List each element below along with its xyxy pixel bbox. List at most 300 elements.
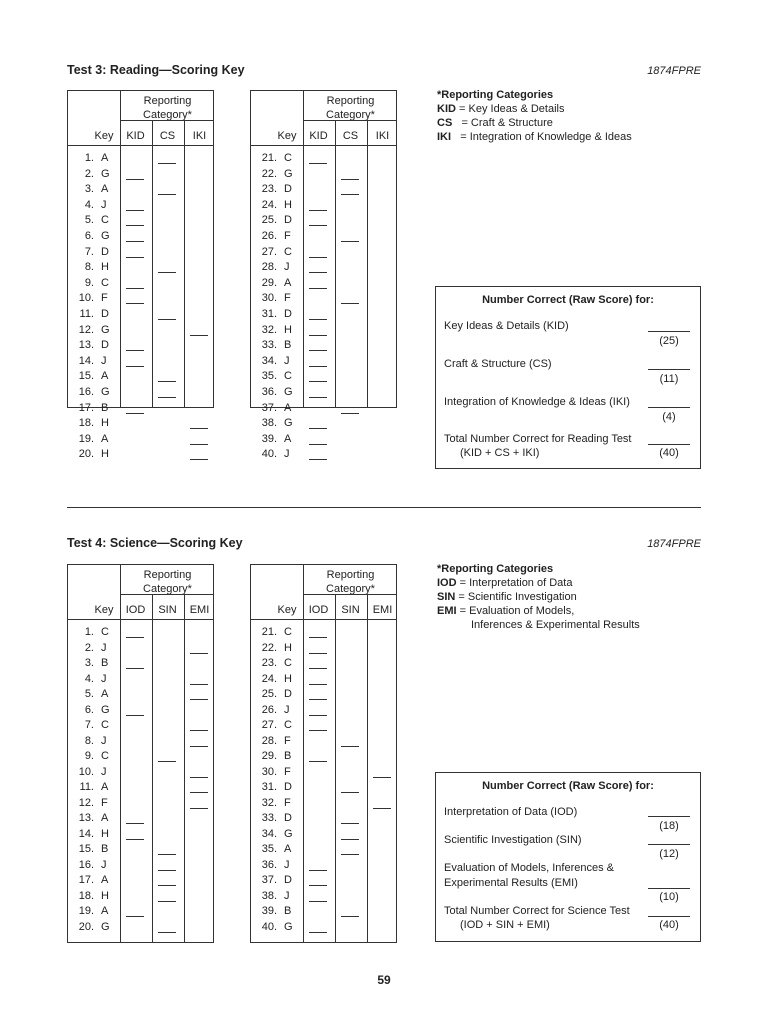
question-number: 7.	[84, 719, 94, 731]
category-blank[interactable]	[126, 905, 144, 917]
answer-key: A	[101, 812, 109, 824]
test4-raw-score-box	[435, 772, 701, 942]
answer-row	[251, 199, 398, 215]
question-number: 32.	[261, 323, 277, 336]
category-blank[interactable]	[126, 657, 144, 669]
category-blank[interactable]	[190, 781, 208, 793]
answer-key: H	[101, 417, 109, 430]
question-number: 19.	[78, 432, 94, 445]
answer-key: J	[284, 354, 290, 367]
question-number: 8.	[84, 734, 94, 747]
answer-row	[68, 828, 215, 844]
question-number: 12.	[78, 796, 94, 809]
answer-key: H	[284, 672, 292, 685]
answer-key: B	[101, 843, 109, 855]
question-number: 33.	[261, 812, 277, 824]
question-number: 39.	[261, 432, 277, 445]
category-blank[interactable]	[341, 735, 359, 747]
answer-row	[68, 152, 215, 168]
question-number: 28.	[261, 734, 277, 747]
question-number: 14.	[78, 827, 94, 840]
answer-key: H	[101, 448, 109, 461]
answer-key: C	[284, 657, 292, 669]
answer-key: H	[284, 323, 292, 336]
score-max: (25)	[659, 335, 679, 347]
score-item-cs: Craft & Structure (CS)	[444, 358, 552, 370]
category-blank[interactable]	[158, 370, 176, 382]
answer-key: H	[101, 889, 109, 902]
question-number: 8.	[84, 261, 94, 274]
header-rule	[303, 594, 396, 595]
answer-row	[251, 797, 398, 813]
legend-title: *Reporting Categories	[437, 89, 554, 101]
category-blank[interactable]	[158, 890, 176, 902]
answer-row	[68, 766, 215, 782]
answer-row	[68, 386, 215, 402]
section-divider	[67, 507, 701, 508]
answer-key: C	[284, 626, 292, 638]
category-blank[interactable]	[158, 152, 176, 164]
category-blank[interactable]	[126, 246, 144, 258]
category-blank[interactable]	[309, 386, 327, 398]
score-max: (40)	[659, 919, 679, 931]
category-blank[interactable]	[341, 292, 359, 304]
answer-key: J	[284, 703, 290, 716]
answer-row	[251, 370, 398, 386]
test4-key-table-1	[67, 564, 214, 943]
answer-key: G	[101, 920, 110, 933]
question-number: 9.	[84, 750, 94, 762]
answer-key: F	[101, 796, 108, 809]
category-blank[interactable]	[158, 874, 176, 886]
category-blank[interactable]	[341, 168, 359, 180]
answer-key: A	[101, 152, 109, 164]
question-number: 35.	[261, 370, 277, 383]
header-rule	[68, 619, 213, 620]
question-number: 18.	[78, 889, 94, 902]
answer-key: D	[284, 874, 292, 886]
question-number: 16.	[78, 386, 94, 398]
answer-key: D	[284, 688, 292, 700]
category-blank[interactable]	[309, 339, 327, 351]
reporting-header-line: Reporting	[143, 95, 192, 107]
answer-row	[251, 704, 398, 720]
category-blank[interactable]	[341, 843, 359, 855]
header-rule	[251, 619, 396, 620]
category-blank[interactable]	[309, 199, 327, 211]
question-number: 11.	[79, 781, 94, 793]
answer-row	[251, 230, 398, 246]
answer-row	[68, 781, 215, 797]
header-rule	[251, 145, 396, 146]
category-blank[interactable]	[309, 673, 327, 685]
category-blank[interactable]	[190, 324, 208, 336]
answer-row	[251, 828, 398, 844]
answer-row	[251, 277, 398, 293]
category-blank[interactable]	[158, 386, 176, 398]
answer-row	[251, 859, 398, 875]
legend-item: IOD = Interpretation of Data	[437, 577, 573, 589]
score-item-sin: Scientific Investigation (SIN)	[444, 834, 582, 846]
category-blank[interactable]	[309, 750, 327, 762]
answer-key: J	[101, 734, 107, 747]
category-blank[interactable]	[190, 673, 208, 685]
score-max: (10)	[659, 891, 679, 903]
answer-row	[251, 355, 398, 371]
category-blank[interactable]	[190, 448, 208, 460]
answer-key: F	[101, 292, 108, 305]
category-blank[interactable]	[158, 183, 176, 195]
category-blank[interactable]	[309, 277, 327, 289]
answer-key: H	[284, 641, 292, 654]
category-blank[interactable]	[309, 874, 327, 886]
score-box-title: Number Correct (Raw Score) for:	[482, 294, 654, 306]
legend-title: *Reporting Categories	[437, 563, 554, 575]
test4-title: Test 4: Science—Scoring Key	[67, 536, 243, 550]
answer-key: H	[101, 261, 109, 274]
question-number: 12.	[78, 323, 94, 336]
score-item-kid: Key Ideas & Details (KID)	[444, 320, 569, 332]
question-number: 36.	[261, 858, 277, 871]
answer-key: J	[101, 641, 107, 654]
question-number: 35.	[261, 843, 277, 855]
answer-row	[68, 214, 215, 230]
answer-row	[251, 339, 398, 355]
question-number: 14.	[78, 354, 94, 367]
score-item-iod: Interpretation of Data (IOD)	[444, 806, 578, 818]
category-column-header-iod: IOD	[125, 604, 146, 616]
reporting-category-header	[120, 565, 215, 594]
category-blank[interactable]	[126, 704, 144, 716]
category-blank[interactable]	[126, 230, 144, 242]
answer-key: J	[101, 858, 107, 871]
score-item-total-formula: (KID + CS + IKI)	[460, 447, 540, 459]
reporting-category-header	[303, 91, 398, 120]
score-blank[interactable]	[648, 432, 690, 445]
answer-key: C	[101, 276, 109, 289]
answer-row	[251, 433, 398, 449]
category-blank[interactable]	[309, 152, 327, 164]
answer-key: D	[284, 812, 292, 824]
category-blank[interactable]	[158, 308, 176, 320]
reporting-header-line: Category*	[143, 109, 192, 121]
answer-row	[251, 812, 398, 828]
score-item-total: Total Number Correct for Science Test	[444, 905, 630, 917]
category-blank[interactable]	[190, 797, 208, 809]
score-max: (12)	[659, 848, 679, 860]
question-number: 33.	[261, 339, 277, 352]
answer-row	[68, 905, 215, 921]
legend-item: SIN = Scientific Investigation	[437, 591, 577, 603]
category-blank[interactable]	[126, 626, 144, 638]
answer-key: G	[101, 703, 110, 716]
answer-key: J	[284, 261, 290, 274]
category-blank[interactable]	[190, 688, 208, 700]
category-blank[interactable]	[341, 402, 359, 414]
test4-key-table-2	[250, 564, 397, 943]
reporting-header-line: Reporting	[143, 569, 192, 581]
answer-row	[68, 324, 215, 340]
answer-key: G	[284, 386, 293, 398]
category-blank[interactable]	[126, 277, 144, 289]
category-column-header-sin: SIN	[341, 604, 360, 616]
answer-row	[68, 261, 215, 277]
category-blank[interactable]	[309, 657, 327, 669]
test4-form-code: 1874FPRE	[647, 538, 701, 550]
category-blank[interactable]	[126, 828, 144, 840]
question-number: 3.	[84, 657, 94, 669]
answer-row	[68, 812, 215, 828]
category-blank[interactable]	[126, 292, 144, 304]
question-number: 40.	[261, 448, 277, 461]
answer-row	[251, 152, 398, 168]
score-item-iki: Integration of Knowledge & Ideas (IKI)	[444, 396, 630, 408]
category-blank[interactable]	[190, 735, 208, 747]
category-blank[interactable]	[309, 246, 327, 258]
answer-key: A	[101, 688, 109, 700]
category-blank[interactable]	[158, 750, 176, 762]
category-blank[interactable]	[309, 921, 327, 933]
answer-row	[251, 874, 398, 890]
category-column-header-emi: EMI	[189, 604, 210, 616]
category-blank[interactable]	[126, 339, 144, 351]
answer-key: D	[284, 183, 292, 196]
key-column-header: Key	[94, 130, 114, 142]
answer-row	[251, 308, 398, 324]
question-number: 7.	[84, 245, 94, 258]
score-blank[interactable]	[648, 876, 690, 889]
category-blank[interactable]	[341, 828, 359, 840]
test3-raw-score-box	[435, 286, 701, 469]
category-blank[interactable]	[309, 324, 327, 336]
question-number: 9.	[84, 276, 94, 289]
answer-key: G	[284, 827, 293, 840]
answer-key: J	[284, 448, 290, 461]
answer-key: J	[284, 889, 290, 902]
category-blank[interactable]	[309, 448, 327, 460]
answer-row	[251, 324, 398, 340]
answer-key: F	[284, 292, 291, 305]
category-blank[interactable]	[309, 626, 327, 638]
question-number: 2.	[84, 167, 94, 180]
score-item-emi: Evaluation of Models, Inferences &	[444, 862, 614, 874]
question-number: 25.	[261, 688, 277, 700]
question-number: 3.	[84, 183, 94, 196]
category-blank[interactable]	[341, 183, 359, 195]
answer-key: C	[284, 719, 292, 731]
answer-row	[251, 183, 398, 199]
question-number: 22.	[261, 167, 277, 180]
legend-item: IKI = Integration of Knowledge & Ideas	[437, 131, 632, 143]
category-blank[interactable]	[126, 168, 144, 180]
score-blank[interactable]	[648, 904, 690, 917]
answer-key: J	[101, 672, 107, 685]
category-blank[interactable]	[309, 890, 327, 902]
answer-row	[68, 719, 215, 735]
question-number: 34.	[261, 827, 277, 840]
question-number: 28.	[261, 261, 277, 274]
category-blank[interactable]	[309, 719, 327, 731]
category-blank[interactable]	[341, 230, 359, 242]
question-number: 10.	[78, 765, 94, 778]
category-blank[interactable]	[190, 417, 208, 429]
test4-category-legend	[437, 562, 640, 632]
category-blank[interactable]	[158, 261, 176, 273]
category-blank[interactable]	[158, 843, 176, 855]
answer-row	[68, 199, 215, 215]
question-number: 25.	[261, 214, 277, 227]
answer-row	[68, 292, 215, 308]
category-column-header-kid: KID	[126, 130, 145, 142]
question-number: 19.	[78, 905, 94, 917]
answer-row	[251, 214, 398, 230]
answer-row	[68, 246, 215, 262]
answer-key: C	[284, 245, 292, 258]
category-blank[interactable]	[126, 402, 144, 414]
category-column-header-cs: CS	[159, 130, 176, 142]
answer-key: D	[284, 308, 292, 320]
question-number: 31.	[261, 781, 277, 793]
category-blank[interactable]	[341, 812, 359, 824]
category-blank[interactable]	[309, 433, 327, 445]
answer-key: C	[101, 750, 109, 762]
answer-key: J	[101, 198, 107, 211]
answer-row	[68, 750, 215, 766]
category-blank[interactable]	[190, 719, 208, 731]
question-number: 21.	[261, 152, 277, 164]
test3-category-legend	[437, 88, 632, 144]
answer-row	[251, 735, 398, 751]
question-number: 17.	[78, 401, 94, 414]
question-number: 16.	[78, 858, 94, 871]
answer-row	[68, 704, 215, 720]
test3-title: Test 3: Reading—Scoring Key	[67, 63, 245, 77]
answer-row	[68, 843, 215, 859]
category-blank[interactable]	[373, 766, 391, 778]
category-blank[interactable]	[158, 859, 176, 871]
question-number: 38.	[261, 417, 277, 430]
question-number: 29.	[261, 276, 277, 289]
answer-row	[68, 797, 215, 813]
answer-row	[251, 890, 398, 906]
answer-row	[68, 417, 215, 433]
reporting-header-line: Reporting	[326, 569, 375, 581]
category-blank[interactable]	[309, 261, 327, 273]
question-number: 6.	[84, 703, 94, 716]
answer-row	[68, 402, 215, 418]
question-number: 30.	[261, 292, 277, 305]
question-number: 2.	[84, 641, 94, 654]
test3-key-table-2	[250, 90, 397, 461]
reporting-header-line: Category*	[143, 583, 192, 595]
answer-row	[251, 261, 398, 277]
category-blank[interactable]	[190, 642, 208, 654]
question-number: 20.	[78, 920, 94, 933]
question-number: 39.	[261, 905, 277, 917]
score-blank[interactable]	[648, 832, 690, 845]
answer-row	[68, 921, 215, 937]
category-blank[interactable]	[158, 921, 176, 933]
category-blank[interactable]	[309, 308, 327, 320]
question-number: 15.	[78, 370, 94, 383]
answer-row	[251, 246, 398, 262]
category-column-header-iki: IKI	[375, 130, 390, 142]
question-number: 27.	[261, 719, 277, 731]
category-column-header-iki: IKI	[192, 130, 207, 142]
answer-key: G	[101, 230, 110, 242]
question-number: 17.	[78, 874, 94, 886]
category-blank[interactable]	[126, 199, 144, 211]
category-blank[interactable]	[309, 355, 327, 367]
answer-key: C	[101, 719, 109, 731]
answer-key: G	[284, 167, 293, 180]
category-blank[interactable]	[126, 214, 144, 226]
answer-key: A	[284, 401, 292, 414]
category-blank[interactable]	[309, 417, 327, 429]
legend-item: CS = Craft & Structure	[437, 117, 553, 129]
reporting-category-header	[120, 91, 215, 120]
category-blank[interactable]	[190, 433, 208, 445]
category-blank[interactable]	[309, 214, 327, 226]
answer-key: B	[284, 905, 292, 917]
score-item-emi-2: Experimental Results (EMI)	[444, 877, 578, 889]
category-blank[interactable]	[341, 905, 359, 917]
category-blank[interactable]	[126, 812, 144, 824]
score-blank[interactable]	[648, 357, 690, 370]
answer-row	[68, 277, 215, 293]
category-column-header-kid: KID	[309, 130, 328, 142]
category-column-header-cs: CS	[342, 130, 359, 142]
answer-row	[68, 657, 215, 673]
legend-item: EMI = Evaluation of Models,	[437, 605, 575, 617]
answer-row	[68, 890, 215, 906]
reporting-header-line: Category*	[326, 583, 375, 595]
question-number: 23.	[261, 657, 277, 669]
answer-row	[251, 657, 398, 673]
answer-key: F	[284, 765, 291, 778]
category-blank[interactable]	[373, 797, 391, 809]
question-number: 13.	[78, 339, 94, 352]
category-blank[interactable]	[190, 766, 208, 778]
category-blank[interactable]	[309, 370, 327, 382]
answer-row	[251, 626, 398, 642]
question-number: 30.	[261, 765, 277, 778]
category-blank[interactable]	[309, 704, 327, 716]
question-number: 20.	[78, 448, 94, 461]
key-column-header: Key	[94, 604, 114, 616]
answer-row	[251, 688, 398, 704]
category-blank[interactable]	[309, 688, 327, 700]
key-column-header: Key	[277, 130, 297, 142]
category-blank[interactable]	[309, 859, 327, 871]
category-blank[interactable]	[309, 642, 327, 654]
score-blank[interactable]	[648, 395, 690, 408]
score-blank[interactable]	[648, 319, 690, 332]
question-number: 4.	[84, 198, 94, 211]
answer-key: F	[284, 734, 291, 747]
score-max: (18)	[659, 820, 679, 832]
answer-row	[251, 642, 398, 658]
category-blank[interactable]	[126, 355, 144, 367]
answer-row	[251, 448, 398, 464]
question-number: 1.	[84, 626, 94, 638]
reporting-header-line: Reporting	[326, 95, 375, 107]
category-blank[interactable]	[341, 781, 359, 793]
score-blank[interactable]	[648, 804, 690, 817]
answer-row	[68, 230, 215, 246]
answer-row	[68, 183, 215, 199]
question-number: 10.	[78, 292, 94, 305]
